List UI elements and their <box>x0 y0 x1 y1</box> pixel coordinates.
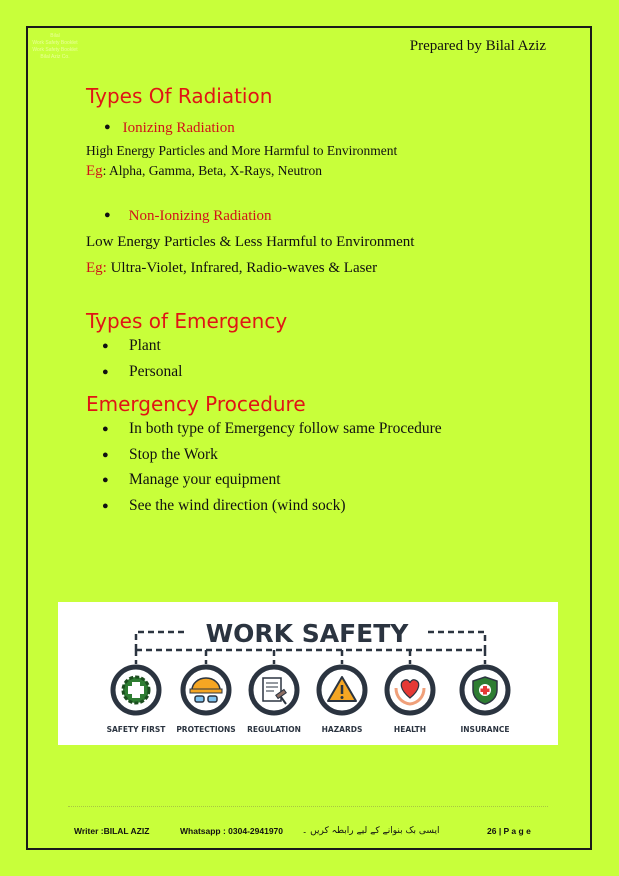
hazards-item <box>319 667 365 734</box>
list-item <box>102 493 442 519</box>
work-safety-graphic <box>58 602 558 745</box>
bullet-dot: ● <box>102 423 109 435</box>
emergency-procedure-heading: Emergency Procedure <box>86 392 306 416</box>
list-item <box>102 467 442 493</box>
list-item-text: In both type of Emergency follow same Procedure <box>129 420 442 437</box>
work-safety-banner <box>58 602 558 745</box>
whatsapp-text: Whatsapp : 0304-2941970 <box>180 826 283 836</box>
footer-writer <box>74 826 149 836</box>
list-item <box>102 442 442 468</box>
emergency-types-heading: Types of Emergency <box>86 309 288 333</box>
non-ionizing-bullet <box>104 208 272 225</box>
prepared-by: Prepared by Bilal Aziz <box>409 38 546 54</box>
bullet-dot: ● <box>102 365 109 378</box>
eg-label: Eg: <box>86 260 107 276</box>
item-label: SAFETY FIRST <box>106 725 166 734</box>
insurance-item <box>460 667 509 734</box>
eg-text: Ultra-Violet, Infrared, Radio-waves & Laser <box>106 260 378 276</box>
radiation-heading: Types Of Radiation <box>86 84 273 108</box>
logo-line: Work Safety Booklet <box>32 47 78 53</box>
bullet-dot: ● <box>102 474 109 486</box>
list-item-text: See the wind direction (wind sock) <box>129 496 346 514</box>
page-number-text: 26 | P a g e <box>487 826 531 836</box>
writer-text: Writer :BILAL AZIZ <box>74 826 150 836</box>
regulation-item <box>247 667 301 734</box>
bullet-dot: ● <box>102 340 109 352</box>
logo-line: Bilal Aziz Co. <box>40 54 70 60</box>
list-item-text: Manage your equipment <box>129 471 281 488</box>
bullet-dot: ● <box>104 121 111 133</box>
ionizing-bullet <box>104 120 235 137</box>
eg-text: : Alpha, Gamma, Beta, X-Rays, Neutron <box>102 163 323 178</box>
list-item <box>102 359 182 385</box>
ionizing-label: Ionizing Radiation <box>122 120 235 136</box>
footer-divider <box>68 806 548 807</box>
bullet-dot: ● <box>102 499 109 512</box>
logo-line: Work Safety Booklet <box>32 40 78 46</box>
logo-line: Bilal <box>50 33 60 39</box>
eg-label: Eg <box>86 163 103 179</box>
list-item <box>102 333 182 359</box>
non-ionizing-examples <box>86 260 377 277</box>
bullet-dot: ● <box>104 209 111 221</box>
banner-title: WORK SAFETY <box>205 619 409 648</box>
health-item <box>387 667 433 734</box>
list-item-text: Plant <box>129 337 161 354</box>
item-label: HAZARDS <box>321 725 363 734</box>
item-label: PROTECTIONS <box>176 725 236 734</box>
list-item <box>102 416 442 442</box>
safety-first-item <box>107 667 167 734</box>
emergency-procedure-list <box>102 416 442 518</box>
item-label: INSURANCE <box>460 725 510 734</box>
bullet-dot: ● <box>102 448 109 461</box>
item-label: REGULATION <box>247 725 301 734</box>
item-label: HEALTH <box>393 725 427 734</box>
watermark-logo <box>30 33 80 79</box>
non-ionizing-description: Low Energy Particles & Less Harmful to Environment <box>86 234 415 250</box>
list-item-text: Stop the Work <box>129 445 218 463</box>
emergency-types-list <box>102 333 182 384</box>
page-number <box>487 826 531 836</box>
protections-item <box>176 667 235 734</box>
ionizing-description: High Energy Particles and More Harmful to Environment <box>86 143 398 158</box>
list-item-text: Personal <box>129 362 183 380</box>
ionizing-examples <box>86 163 322 180</box>
non-ionizing-label: Non-Ionizing Radiation <box>128 208 272 224</box>
footer-urdu: ایسی بک بنوانے کے لیے رابطہ کریں ۔ <box>302 826 440 836</box>
footer-whatsapp <box>180 826 283 836</box>
